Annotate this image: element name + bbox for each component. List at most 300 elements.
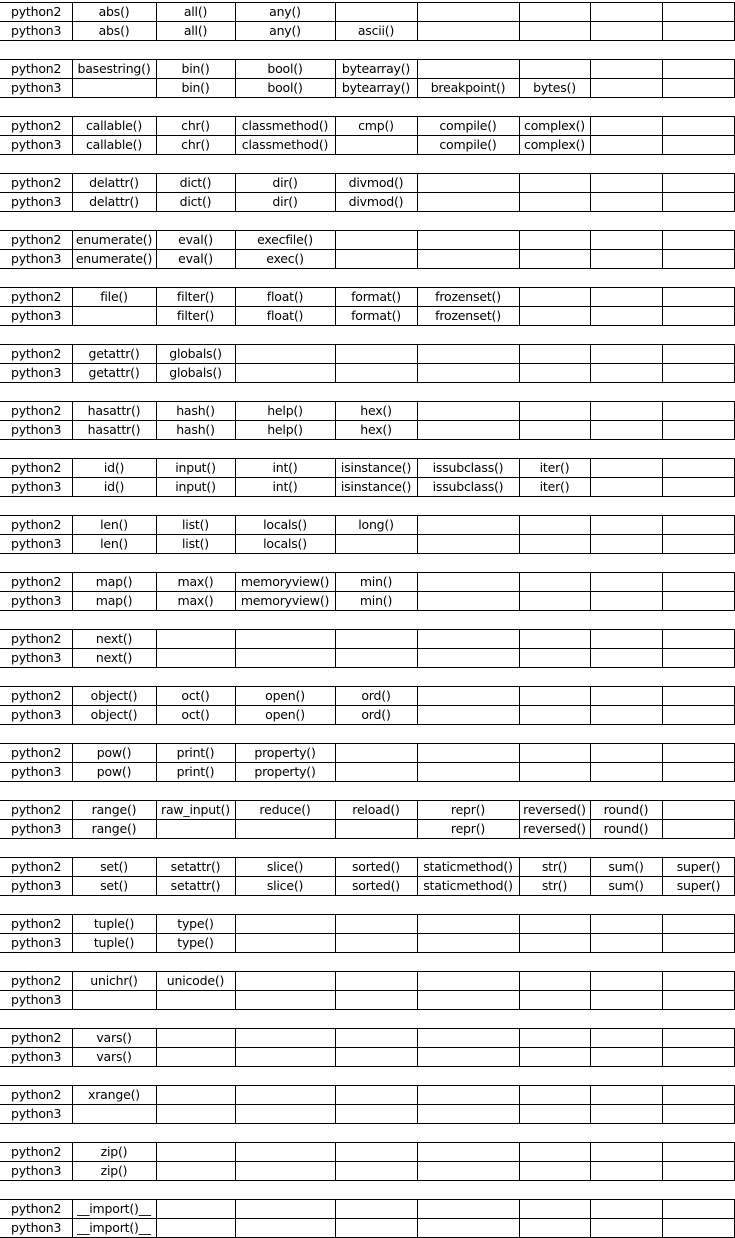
column-border [335, 173, 336, 212]
function-cell: dict() [179, 194, 212, 209]
version-label: python3 [11, 992, 62, 1007]
function-cell: vars() [96, 1030, 132, 1045]
row-border [0, 59, 735, 60]
function-cell: min() [359, 574, 393, 589]
column-border [519, 401, 520, 440]
function-cell [335, 1028, 417, 1047]
table-row [0, 230, 735, 249]
function-cell: round() [603, 802, 649, 817]
function-cell: input() [175, 479, 216, 494]
row-border [0, 477, 735, 478]
column-border [417, 629, 418, 668]
row-border [0, 667, 735, 668]
row-border [0, 819, 735, 820]
function-cell: id() [103, 460, 125, 475]
version-label: python3 [11, 23, 62, 38]
function-cell [519, 743, 590, 762]
column-border [662, 515, 663, 554]
column-border [417, 59, 418, 98]
column-border [156, 59, 157, 98]
function-cell: classmethod() [241, 118, 329, 133]
function-cell: eval() [178, 251, 213, 266]
column-border [417, 1028, 418, 1067]
function-cell: issubclass() [432, 460, 504, 475]
row-border [0, 154, 735, 155]
function-cell [519, 515, 590, 534]
function-cell: min() [359, 593, 393, 608]
version-label: python2 [11, 61, 62, 76]
function-cell [662, 648, 735, 667]
function-cell [662, 572, 735, 591]
column-border [590, 287, 591, 326]
function-cell [519, 914, 590, 933]
function-cell [590, 344, 662, 363]
function-cell [156, 648, 235, 667]
function-cell: isinstance() [340, 460, 412, 475]
column-border [417, 344, 418, 383]
function-cell: bin() [181, 80, 210, 95]
table-row [0, 933, 735, 952]
function-cell [590, 534, 662, 553]
table-row [0, 686, 735, 705]
function-cell [662, 933, 735, 952]
function-cell [590, 762, 662, 781]
function-cell [519, 249, 590, 268]
version-label: python2 [11, 346, 62, 361]
column-border [235, 857, 236, 896]
table-row [0, 971, 735, 990]
function-cell [235, 971, 335, 990]
function-cell [519, 762, 590, 781]
column-border [417, 116, 418, 155]
column-border [590, 572, 591, 611]
function-cell [519, 420, 590, 439]
version-label: python2 [11, 745, 62, 760]
function-cell [590, 59, 662, 78]
column-border [590, 116, 591, 155]
table-row [0, 477, 735, 496]
function-cell [72, 78, 156, 97]
function-cell [590, 78, 662, 97]
function-cell [235, 629, 335, 648]
function-cell: float() [266, 289, 304, 304]
function-cell: hash() [176, 422, 215, 437]
column-border [662, 971, 663, 1010]
function-cell: iter() [539, 460, 570, 475]
column-border [156, 2, 157, 41]
function-cell: cmp() [358, 118, 394, 133]
column-border [156, 1199, 157, 1238]
function-cell [662, 249, 735, 268]
function-cell [662, 78, 735, 97]
function-cell [590, 401, 662, 420]
function-cell [590, 420, 662, 439]
function-cell: basestring() [77, 61, 151, 76]
function-cell [519, 1199, 590, 1218]
function-cell [662, 363, 735, 382]
column-border [335, 1028, 336, 1067]
version-label: python2 [11, 403, 62, 418]
column-border [519, 344, 520, 383]
table-row [0, 572, 735, 591]
function-cell [662, 914, 735, 933]
function-cell [519, 686, 590, 705]
column-border [662, 1142, 663, 1181]
function-cell: object() [90, 688, 138, 703]
column-border [235, 572, 236, 611]
function-cell [519, 344, 590, 363]
function-cell: long() [358, 517, 394, 532]
table-row [0, 135, 735, 154]
column-border [662, 629, 663, 668]
row-border [0, 268, 735, 269]
function-cell [662, 173, 735, 192]
function-cell: next() [95, 631, 133, 646]
version-label: python3 [11, 821, 62, 836]
column-border [519, 572, 520, 611]
function-cell: max() [177, 593, 214, 608]
function-cell: dict() [179, 175, 212, 190]
function-cell [335, 648, 417, 667]
function-cell: map() [95, 574, 133, 589]
function-cell [590, 306, 662, 325]
column-border [235, 1142, 236, 1181]
function-cell [417, 173, 519, 192]
column-border [72, 287, 73, 326]
function-cell [235, 1085, 335, 1104]
function-cell [519, 534, 590, 553]
function-cell: issubclass() [432, 479, 504, 494]
table-row [0, 591, 735, 610]
function-cell [335, 1199, 417, 1218]
function-cell [662, 1142, 735, 1161]
function-cell [417, 420, 519, 439]
function-cell [590, 914, 662, 933]
function-cell: help() [267, 422, 303, 437]
function-cell [417, 1047, 519, 1066]
table-row [0, 116, 735, 135]
function-cell: sum() [608, 859, 644, 874]
version-label: python3 [11, 137, 62, 152]
function-cell: any() [269, 4, 301, 19]
row-border [0, 534, 735, 535]
function-cell [417, 344, 519, 363]
function-cell [662, 800, 735, 819]
column-border [335, 743, 336, 782]
function-cell: max() [177, 574, 214, 589]
column-border [417, 914, 418, 953]
function-cell [335, 629, 417, 648]
version-label: python3 [11, 650, 62, 665]
function-cell [590, 705, 662, 724]
function-cell [519, 1028, 590, 1047]
function-cell: pow() [96, 764, 132, 779]
function-cell: list() [182, 517, 209, 532]
column-border [519, 230, 520, 269]
function-cell [590, 477, 662, 496]
function-cell: complex() [524, 118, 585, 133]
column-border [519, 1199, 520, 1238]
function-cell: memoryview() [240, 593, 330, 608]
function-cell: tuple() [93, 935, 135, 950]
column-border [156, 344, 157, 383]
table-row [0, 629, 735, 648]
table-row [0, 1085, 735, 1104]
function-cell [519, 705, 590, 724]
function-cell [417, 249, 519, 268]
function-cell [335, 762, 417, 781]
function-cell: map() [95, 593, 133, 608]
function-cell [590, 1028, 662, 1047]
column-border [335, 116, 336, 155]
column-border [417, 971, 418, 1010]
column-border [72, 1142, 73, 1181]
function-cell: locals() [263, 517, 307, 532]
table-row [0, 800, 735, 819]
function-cell: vars() [96, 1049, 132, 1064]
table-row [0, 515, 735, 534]
column-border [156, 800, 157, 839]
version-label: python2 [11, 973, 62, 988]
function-cell [417, 705, 519, 724]
function-cell: bool() [267, 61, 303, 76]
function-cell: sum() [608, 878, 644, 893]
column-border [335, 1199, 336, 1238]
function-cell [235, 648, 335, 667]
function-cell [235, 933, 335, 952]
column-border [72, 2, 73, 41]
function-cell: tuple() [93, 916, 135, 931]
row-border [0, 1085, 735, 1086]
table-row [0, 914, 735, 933]
column-border [519, 116, 520, 155]
function-cell [662, 116, 735, 135]
function-cell [335, 363, 417, 382]
function-cell: bytearray() [341, 80, 411, 95]
row-border [0, 439, 735, 440]
column-border [662, 458, 663, 497]
function-cell: bool() [267, 80, 303, 95]
column-border [235, 971, 236, 1010]
function-cell: ascii() [357, 23, 395, 38]
function-cell [662, 515, 735, 534]
column-border [590, 173, 591, 212]
column-border [590, 230, 591, 269]
function-cell [519, 1104, 590, 1123]
column-border [72, 344, 73, 383]
column-border [72, 458, 73, 497]
version-label: python3 [11, 308, 62, 323]
column-border [72, 914, 73, 953]
function-cell [235, 1199, 335, 1218]
column-border [235, 59, 236, 98]
column-border [590, 1142, 591, 1181]
version-label: python2 [11, 517, 62, 532]
function-cell: filter() [176, 308, 215, 323]
function-cell [590, 515, 662, 534]
function-cell [519, 933, 590, 952]
function-cell [590, 21, 662, 40]
column-border [335, 458, 336, 497]
function-cell [590, 648, 662, 667]
function-cell [662, 2, 735, 21]
column-border [156, 686, 157, 725]
function-cell: sorted() [352, 859, 400, 874]
version-label: python3 [11, 935, 62, 950]
function-cell [662, 1161, 735, 1180]
function-cell [235, 344, 335, 363]
row-border [0, 40, 735, 41]
function-cell [590, 230, 662, 249]
version-label: python3 [11, 479, 62, 494]
function-cell [519, 287, 590, 306]
table-row [0, 249, 735, 268]
table-row [0, 1161, 735, 1180]
function-cell [417, 686, 519, 705]
column-border [519, 2, 520, 41]
column-border [417, 287, 418, 326]
function-cell [662, 819, 735, 838]
column-border [417, 743, 418, 782]
version-label: python2 [11, 460, 62, 475]
table-row [0, 1047, 735, 1066]
function-cell: property() [254, 764, 316, 779]
function-cell: chr() [181, 137, 210, 152]
version-label: python2 [11, 802, 62, 817]
function-cell [662, 59, 735, 78]
function-cell [590, 591, 662, 610]
function-cell [417, 1104, 519, 1123]
function-cell: raw_input() [161, 802, 230, 817]
column-border [156, 743, 157, 782]
function-cell [662, 591, 735, 610]
function-cell: all() [183, 4, 208, 19]
column-border [156, 230, 157, 269]
version-label: python3 [11, 422, 62, 437]
function-cell [519, 1085, 590, 1104]
table-row [0, 401, 735, 420]
column-border [335, 344, 336, 383]
function-cell: hasattr() [87, 422, 141, 437]
version-label: python3 [11, 764, 62, 779]
row-border [0, 553, 735, 554]
row-border [0, 876, 735, 877]
version-label: python2 [11, 631, 62, 646]
row-border [0, 211, 735, 212]
function-cell [519, 572, 590, 591]
row-border [0, 610, 735, 611]
function-cell: reversed() [523, 821, 586, 836]
column-border [662, 401, 663, 440]
function-cell: file() [100, 289, 128, 304]
row-border [0, 1161, 735, 1162]
function-cell [662, 1218, 735, 1237]
row-border [0, 287, 735, 288]
function-cell [417, 743, 519, 762]
function-cell: open() [265, 707, 305, 722]
column-border [662, 230, 663, 269]
function-cell [590, 173, 662, 192]
function-cell [662, 230, 735, 249]
function-cell: zip() [100, 1144, 128, 1159]
table-row [0, 743, 735, 762]
version-label: python2 [11, 175, 62, 190]
function-cell: breakpoint() [430, 80, 506, 95]
function-cell [519, 192, 590, 211]
function-cell [417, 1028, 519, 1047]
function-cell [417, 1085, 519, 1104]
function-cell [519, 648, 590, 667]
function-cell: bytearray() [341, 61, 411, 76]
column-border [335, 59, 336, 98]
function-cell: any() [269, 23, 301, 38]
table-row [0, 705, 735, 724]
column-border [590, 59, 591, 98]
row-border [0, 971, 735, 972]
table-row [0, 306, 735, 325]
row-border [0, 21, 735, 22]
function-cell [662, 743, 735, 762]
column-border [235, 1199, 236, 1238]
row-border [0, 990, 735, 991]
function-cell [235, 819, 335, 838]
row-border [0, 458, 735, 459]
row-border [0, 230, 735, 231]
column-border [72, 857, 73, 896]
function-cell: filter() [176, 289, 215, 304]
table-row [0, 363, 735, 382]
function-cell [519, 306, 590, 325]
column-border [519, 59, 520, 98]
column-border [662, 59, 663, 98]
function-cell [662, 1028, 735, 1047]
column-border [590, 686, 591, 725]
row-border [0, 116, 735, 117]
column-border [335, 686, 336, 725]
function-cell: globals() [169, 365, 222, 380]
version-label: python2 [11, 574, 62, 589]
function-cell [590, 116, 662, 135]
row-border [0, 78, 735, 79]
row-border [0, 1047, 735, 1048]
column-border [662, 2, 663, 41]
table-row [0, 420, 735, 439]
function-cell [417, 1161, 519, 1180]
column-border [519, 1085, 520, 1124]
row-border [0, 173, 735, 174]
function-cell: setattr() [170, 859, 221, 874]
row-border [0, 591, 735, 592]
column-border [335, 572, 336, 611]
function-cell [590, 135, 662, 154]
function-cell [519, 401, 590, 420]
function-cell: memoryview() [240, 574, 330, 589]
version-label: python2 [11, 289, 62, 304]
function-cell [590, 990, 662, 1009]
row-border [0, 363, 735, 364]
table-row [0, 21, 735, 40]
function-cell [156, 990, 235, 1009]
column-border [519, 458, 520, 497]
column-border [72, 971, 73, 1010]
function-cell: eval() [178, 232, 213, 247]
function-cell: locals() [263, 536, 307, 551]
function-cell [417, 192, 519, 211]
table-row [0, 819, 735, 838]
function-cell: delattr() [89, 175, 139, 190]
column-border [72, 572, 73, 611]
version-label: python3 [11, 1049, 62, 1064]
